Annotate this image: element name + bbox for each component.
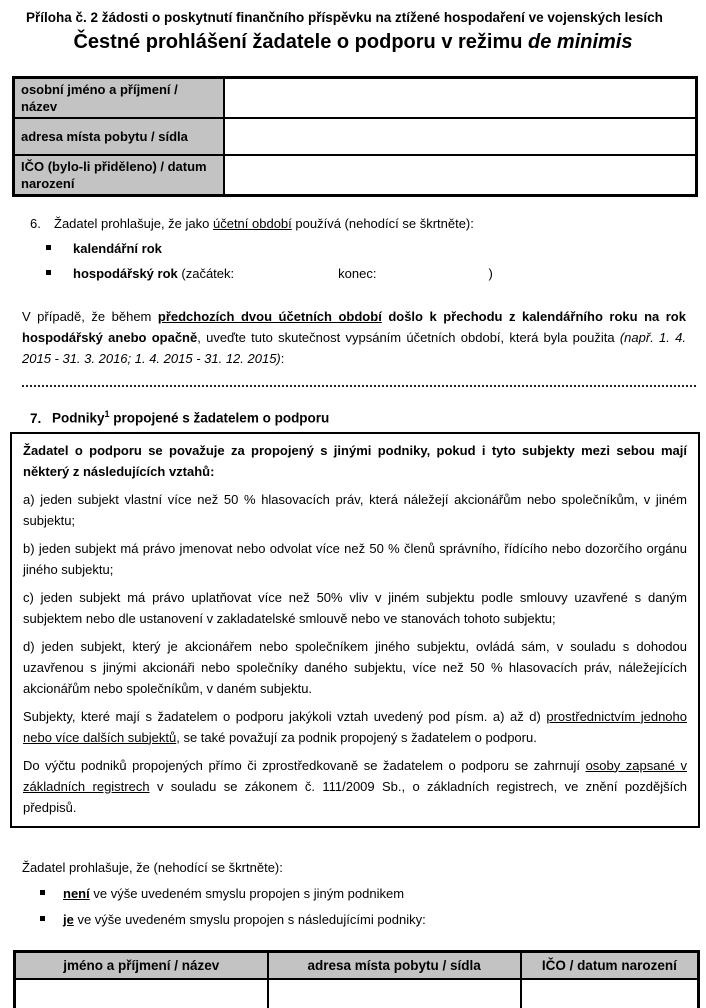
bullet-icon xyxy=(46,245,51,250)
calendar-year-bullet xyxy=(46,239,696,259)
bullet-icon xyxy=(46,270,51,275)
bullet-icon xyxy=(40,916,45,921)
not-linked-bullet xyxy=(40,884,696,904)
transition-mid: , uveďte tuto skutečnost vypsáním účetních období, která byla použita xyxy=(197,330,620,345)
fiscal-year-end-label: konec: xyxy=(338,266,377,281)
page-title-main: Čestné prohlášení žadatele o podporu v režimu xyxy=(73,31,529,53)
transition-bold-underline: předchozích dvou účetních období xyxy=(157,309,382,324)
not-linked-rest: ve výše uvedeném smyslu propojen s jiným podnikem xyxy=(89,885,405,901)
section7-heading xyxy=(30,409,696,426)
header-name: jméno a příjmení / název xyxy=(15,951,268,979)
section6-number: 6. xyxy=(30,216,41,231)
rule-item-d: d) jeden subjekt, který je akcionářem nebo společníkem jiného subjektu, ovládá sám, v souladu s dohodou uzavřenou s jinými akcionáři nebo společníky daného subjektu, více než 50 % hlasovacích práv, náležejících akcionářům nebo společníkům, v daném subjektu. xyxy=(23,638,687,696)
table-header-row xyxy=(15,951,699,979)
section7-title-word: Podniky xyxy=(52,410,105,426)
rule-registry-pre: Do výčtu podniků propojených přímo či zprostředkovaně se žadatelem o podporu se zahrnují xyxy=(23,757,586,773)
rule-indirect-links xyxy=(23,706,687,748)
applicant-address-label: adresa místa pobytu / sídla xyxy=(14,118,224,155)
fiscal-year-bullet xyxy=(46,264,696,284)
table-row xyxy=(14,118,697,155)
rules-intro: Žadatel o podporu se považuje za propojený s jinými podniky, pokud i tyto subjekty mezi sebou mají některý z následujících vztahů: xyxy=(23,442,687,479)
rule-indirect-post: , se také považují za podnik propojený s žadatelem o podporu. xyxy=(176,729,537,745)
page-title xyxy=(0,30,706,54)
section7-title-rest: propojené s žadatelem o podporu xyxy=(109,410,330,426)
transition-end: : xyxy=(280,351,285,366)
applicant-name-value-cell xyxy=(224,78,697,119)
fiscal-year-start-label: (začátek: xyxy=(181,266,235,281)
rule-indirect-underline: prostřednictvím jednoho nebo více dalších subjektů xyxy=(23,708,687,745)
rule-indirect-pre: Subjekty, které mají s žadatelem o podporu jakýkoli vztah uvedený pod písm. a) až d) xyxy=(23,708,547,724)
rule-registry-post: v souladu se zákonem č. 111/2009 Sb., o základních registrech, ve znění pozdějších předpisů. xyxy=(23,778,687,815)
linked-enterprise-rules-box xyxy=(10,432,700,828)
declaration-bullets xyxy=(0,884,706,930)
table-cell xyxy=(521,979,699,1008)
footnote-ref: 1 xyxy=(104,409,110,419)
applicant-table xyxy=(12,76,698,197)
is-linked-keyword: je xyxy=(63,911,74,927)
header-ico: IČO / datum narození xyxy=(521,951,699,979)
section7-number: 7. xyxy=(30,410,42,426)
not-linked-keyword: není xyxy=(63,885,90,901)
page-title-italic: de minimis xyxy=(528,31,633,53)
section6-intro-underline: účetní období xyxy=(212,216,292,231)
is-linked-bullet xyxy=(40,910,696,930)
declaration-intro: Žadatel prohlašuje, že (nehodící se škrtněte): xyxy=(22,859,283,875)
rule-item-a: a) jeden subjekt vlastní více než 50 % hlasovacích práv, která náležejí akcionářům nebo společníkům, v jiném subjektu; xyxy=(23,491,687,528)
transition-bold: došlo k přechodu z kalendářního roku na rok hospodářský anebo opačně xyxy=(22,309,686,345)
fiscal-year-close-paren: ) xyxy=(488,266,493,281)
rule-item-b: b) jeden subjekt má právo jmenovat nebo odvolat více než 50 % členů správního, řídícího nebo dozorčího orgánu jiného subjektu; xyxy=(23,540,687,577)
rule-registry-underline: osoby zapsané v základních registrech xyxy=(23,757,687,794)
table-row xyxy=(15,979,699,1008)
calendar-year-label: kalendářní rok xyxy=(73,241,162,256)
table-cell xyxy=(268,979,521,1008)
table-cell xyxy=(15,979,268,1008)
applicant-name-label: osobní jméno a příjmení / název xyxy=(14,78,224,119)
section6-intro-post: používá (nehodící se škrtněte): xyxy=(291,216,474,231)
linked-enterprises-table xyxy=(13,950,700,1008)
rule-item-c: c) jeden subjekt má právo uplatňovat více než 50% vliv v jiném subjektu podle smlouvy uzavřené s daným subjektem nebo dle ustanovení v zakladatelské smlouvě nebo ve stanovách tohoto subjektu; xyxy=(23,589,687,626)
applicant-ico-label: IČO (bylo-li přiděleno) / datum narození xyxy=(14,155,224,196)
transition-paragraph xyxy=(22,306,686,369)
section6-intro-pre: Žadatel prohlašuje, že jako xyxy=(54,216,213,231)
rule-registry xyxy=(23,755,687,818)
is-linked-rest: ve výše uvedeném smyslu propojen s následujícími podniky: xyxy=(73,911,426,927)
dotted-fill-line xyxy=(22,379,696,387)
linked-table-body xyxy=(15,979,699,1008)
table-row xyxy=(14,155,697,196)
attachment-header: Příloha č. 2 žádosti o poskytnutí finančního příspěvku na ztížené hospodaření ve vojenských lesích xyxy=(26,10,663,25)
transition-example: (např. 1. 4. 2015 - 31. 3. 2016; 1. 4. 2015 - 31. 12. 2015) xyxy=(22,330,686,366)
header-address: adresa místa pobytu / sídla xyxy=(268,951,521,979)
fiscal-year-label: hospodářský rok xyxy=(73,266,178,281)
applicant-ico-value-cell xyxy=(224,155,697,196)
table-row xyxy=(14,78,697,119)
section6-intro xyxy=(30,214,696,234)
transition-pre: V případě, že během xyxy=(22,309,158,324)
applicant-address-value-cell xyxy=(224,118,697,155)
bullet-icon xyxy=(40,890,45,895)
